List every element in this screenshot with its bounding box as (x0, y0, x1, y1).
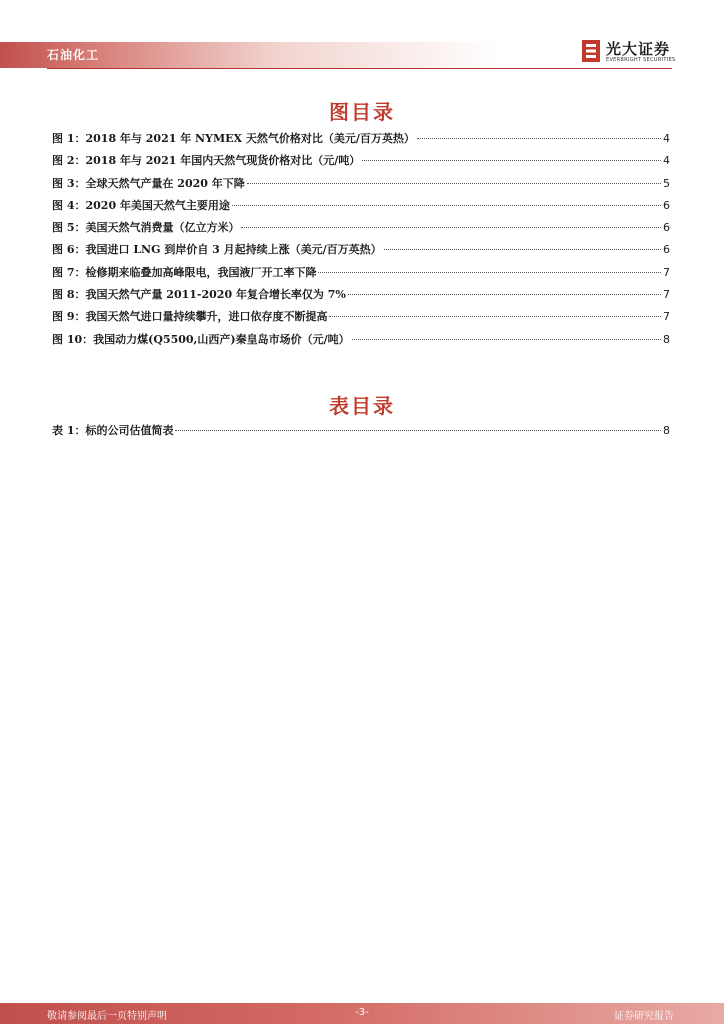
toc-entry-label: 图 3：全球天然气产量在 2020 年下降 (52, 176, 245, 190)
toc-leader-dots (329, 316, 661, 317)
toc-entry-label: 图 8：我国天然气产量 2011-2020 年复合增长率仅为 7% (52, 288, 346, 302)
toc-leader-dots (241, 227, 661, 228)
tables-toc-list (52, 422, 670, 444)
toc-entry-page: 6 (663, 243, 670, 257)
figures-toc-list (52, 130, 670, 353)
toc-entry-label: 图 1：2018 年与 2021 年 NYMEX 天然气价格对比（美元/百万英热） (52, 132, 415, 145)
toc-entry-label: 图 5：美国天然气消费量（亿立方米） (52, 221, 240, 235)
toc-entry[interactable] (52, 219, 670, 241)
toc-leader-dots (175, 430, 661, 431)
toc-entry-page: 7 (663, 265, 670, 279)
toc-entry-label: 图 6：我国进口 LNG 到岸价自 3 月起持续上涨（美元/百万英热） (52, 243, 382, 257)
toc-entry[interactable] (52, 308, 670, 330)
page-number: -3- (355, 1007, 369, 1018)
toc-leader-dots (352, 339, 661, 340)
logo-text-cn: 光大证券 (606, 40, 671, 58)
section-label: 石油化工 (47, 48, 100, 62)
toc-leader-dots (318, 272, 661, 273)
toc-leader-dots (417, 138, 661, 139)
toc-leader-dots (232, 205, 661, 206)
toc-entry-page: 7 (663, 310, 670, 324)
toc-entry[interactable] (52, 175, 670, 197)
toc-entry-label: 图 4：2020 年美国天然气主要用途 (52, 198, 230, 212)
toc-leader-dots (362, 160, 661, 161)
toc-entry-page: 7 (663, 288, 670, 302)
toc-entry[interactable] (52, 422, 670, 444)
header-rule (47, 68, 672, 69)
tables-toc-title: 表目录 (329, 394, 395, 418)
toc-entry-page: 4 (663, 132, 670, 145)
toc-entry-label: 图 10：我国动力煤(Q5500,山西产)秦皇岛市场价（元/吨） (52, 332, 350, 346)
logo-text-en: EVERBRIGHT SECURITIES (606, 57, 676, 63)
toc-leader-dots (348, 294, 661, 295)
toc-entry-label: 图 7：检修期来临叠加高峰限电，我国液厂开工率下降 (52, 265, 317, 279)
footer-disclaimer: 敬请参阅最后一页特别声明 (47, 1011, 167, 1022)
toc-entry[interactable] (52, 264, 670, 286)
footer-report-type: 证券研究报告 (614, 1011, 674, 1022)
toc-entry-page: 6 (663, 221, 670, 235)
toc-entry-page: 4 (663, 154, 670, 168)
toc-leader-dots (247, 183, 661, 184)
toc-entry-page: 6 (663, 198, 670, 212)
toc-entry[interactable] (52, 152, 670, 174)
company-logo (580, 38, 680, 66)
toc-entry[interactable] (52, 331, 670, 353)
figures-toc-title: 图目录 (329, 100, 395, 124)
toc-entry[interactable] (52, 197, 670, 219)
toc-entry-page: 5 (663, 176, 670, 190)
toc-entry[interactable] (52, 241, 670, 263)
toc-entry-page: 8 (663, 424, 670, 437)
everbright-logo-icon (580, 38, 602, 64)
toc-entry-page: 8 (663, 332, 670, 346)
toc-entry-label: 图 9：我国天然气进口量持续攀升，进口依存度不断提高 (52, 310, 328, 324)
toc-entry[interactable] (52, 130, 670, 152)
toc-entry[interactable] (52, 286, 670, 308)
toc-entry-label: 表 1：标的公司估值简表 (52, 424, 174, 437)
toc-leader-dots (384, 249, 661, 250)
toc-entry-label: 图 2：2018 年与 2021 年国内天然气现货价格对比（元/吨） (52, 154, 361, 168)
